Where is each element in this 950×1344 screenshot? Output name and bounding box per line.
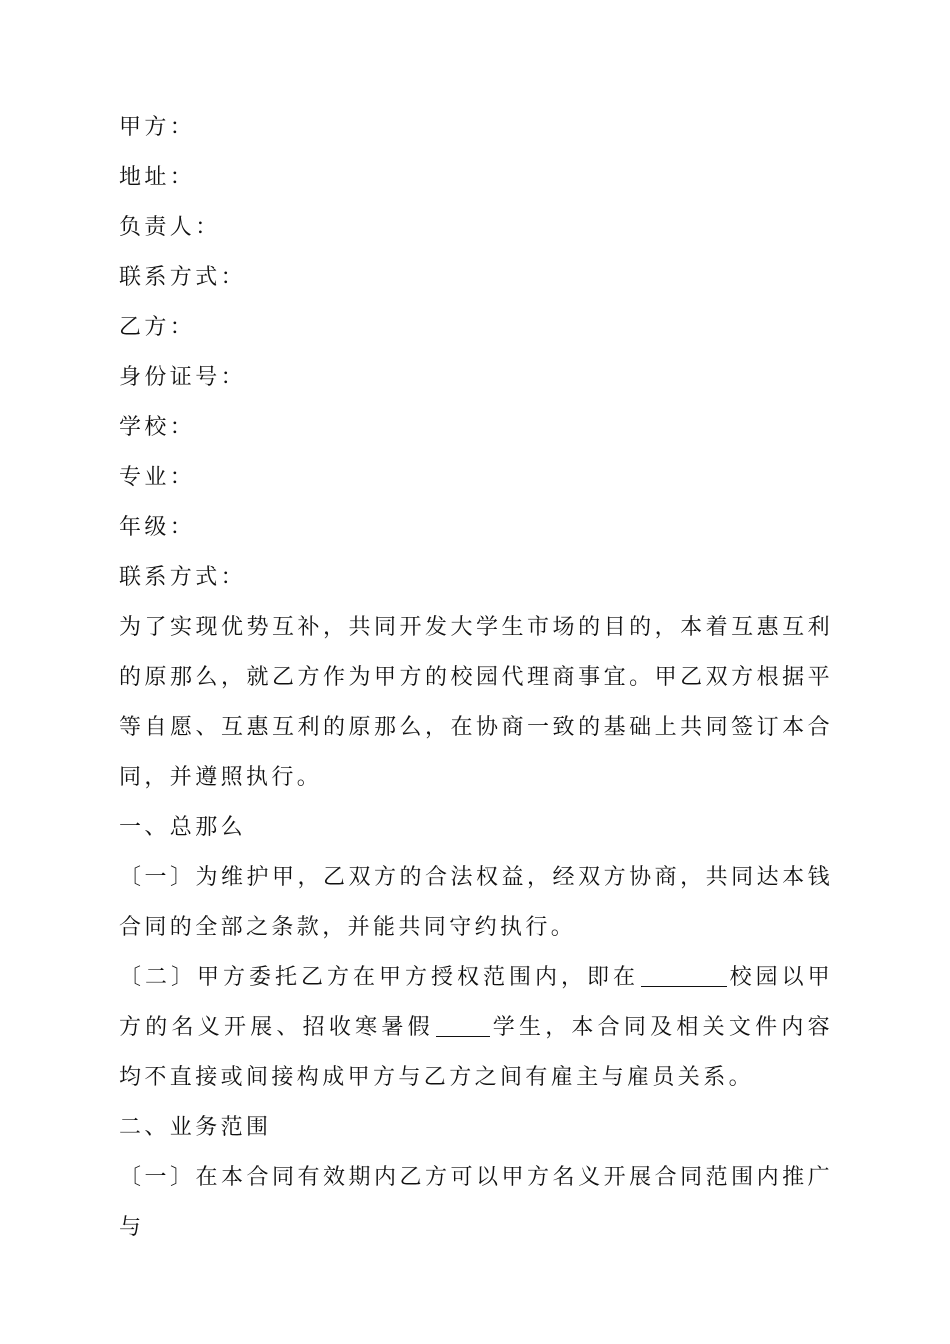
- field-major: 专业：: [119, 465, 196, 490]
- student-type-blank: [436, 1014, 490, 1037]
- section-1-clause-2: [119, 953, 833, 1103]
- field-party-b-contact: 联系方式：: [119, 565, 247, 590]
- intro-paragraph: 为了实现优势互补，共同开发大学生市场的目的，本着互惠互利的原那么，就乙方作为甲方的校园代理商事宜。甲乙双方根据平等自愿、互惠互利的原那么，在协商一致的基础上共同签订本合同，并遵照执行。: [119, 615, 833, 790]
- clause-2-text-3: 学生，本合同及相关文件内容均不直接或间接构成甲方与乙方之间有雇主与雇员关系。: [119, 1015, 833, 1090]
- field-party-a: 甲方：: [119, 115, 196, 140]
- section-1-heading: 一、总那么: [119, 815, 247, 840]
- clause-2-text-1: 〔二〕甲方委托乙方在甲方授权范围内，即在: [119, 965, 639, 990]
- field-id-number: 身份证号：: [119, 365, 247, 390]
- clause-2-text-2: 校园以甲方的名义开展、招收寒暑假: [119, 965, 833, 1040]
- field-party-a-contact: 联系方式：: [119, 265, 247, 290]
- section-1-clause-1: 〔一〕为维护甲，乙双方的合法权益，经双方协商，共同达本钱合同的全部之条款，并能共同守约执行。: [119, 865, 833, 940]
- section-2-heading: 二、业务范围: [119, 1115, 272, 1140]
- contract-page: [119, 103, 833, 1253]
- field-address: 地址：: [119, 165, 196, 190]
- field-party-b: 乙方：: [119, 315, 196, 340]
- field-person-in-charge: 负责人：: [119, 215, 221, 240]
- campus-blank: [641, 964, 727, 987]
- field-school: 学校：: [119, 415, 196, 440]
- field-grade: 年级：: [119, 515, 196, 540]
- section-2-clause-1: 〔一〕在本合同有效期内乙方可以甲方名义开展合同范围内推广与: [119, 1165, 833, 1240]
